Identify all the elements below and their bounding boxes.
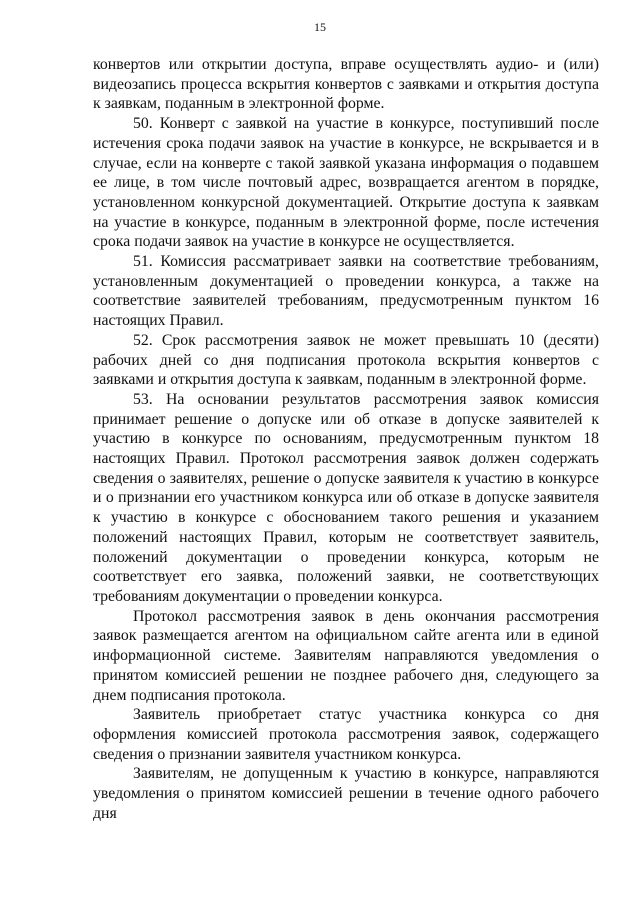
paragraph-53: 53. На основании результатов рассмотрения заявок комиссия принимает решение о допуске или об отказе в допуске заявителей к участию в конкурсе по основаниям, предусмотренным пунктом 18 настоящих Правил. Протокол рассмотрения заявок должен содержать сведения о заявителях, решение о допуске заявителя к участию в конкурсе и о признании его участником конкурса или об отказе в допуске заявителя к участию в конкурсе с обоснованием такого решения и указанием положений настоящих Правил, которым не соответствует заявитель, положений документации о проведении конкурса, которым не соответствует его заявка, положений заявки, не соответствующих требованиям документации о проведении конкурса. bbox=[93, 390, 599, 605]
paragraph-50: 50. Конверт с заявкой на участие в конкурсе, поступивший после истечения срока подачи заявок на участие в конкурсе, не вскрывается и в случае, если на конверте с такой заявкой указана информация о подавшем ее лице, в том числе почтовый адрес, возвращается агентом в порядке, установленном конкурсной документацией. Открытие доступа к заявкам на участие в конкурсе, поданным в электронной форме, после истечения срока подачи заявок на участие в конкурсе не осуществляется. bbox=[93, 115, 599, 251]
paragraph-rejected-notification: Заявителям, не допущенным к участию в конкурсе, направляются уведомления о принятом комиссией решении в течение одного рабочего дня bbox=[93, 765, 599, 822]
document-body bbox=[93, 55, 599, 823]
paragraph-52: 52. Срок рассмотрения заявок не может превышать 10 (десяти) рабочих дней со дня подписания протокола вскрытия конвертов с заявками и открытия доступа к заявкам, поданным в электронной форме. bbox=[93, 331, 599, 389]
page-number: 15 bbox=[314, 20, 326, 34]
paragraph-participant-status: Заявитель приобретает статус участника конкурса со дня оформления комиссией протокола рассмотрения заявок, содержащего сведения о признании заявителя участником конкурса. bbox=[93, 706, 599, 763]
paragraph-protocol-publication: Протокол рассмотрения заявок в день окончания рассмотрения заявок размещается агентом на официальном сайте агента или в единой информационной системе. Заявителям направляются уведомления о принятом комиссией решении не позднее рабочего дня, следующего за днем подписания протокола. bbox=[93, 607, 599, 704]
paragraph-continuation: конвертов или открытии доступа, вправе осуществлять аудио- и (или) видеозапись процесса вскрытия конвертов с заявками и открытия доступа к заявкам, поданным в электронной форме. bbox=[93, 56, 599, 113]
paragraph-51: 51. Комиссия рассматривает заявки на соответствие требованиям, установленным документацией о проведении конкурса, а также на соответствие заявителей требованиям, предусмотренным пунктом 16 настоящих Правил. bbox=[93, 253, 599, 330]
